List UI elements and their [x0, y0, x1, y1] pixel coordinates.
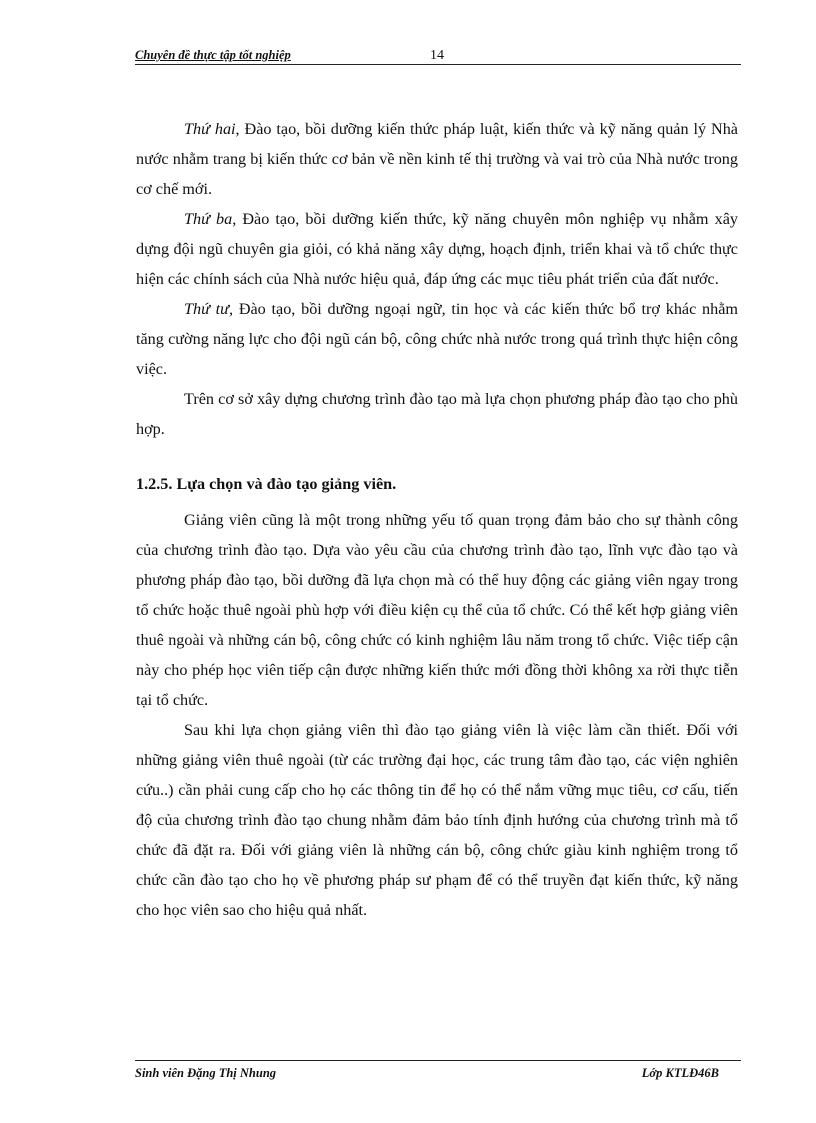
paragraph-text: Trên cơ sở xây dựng chương trình đào tạo mà lựa chọn phương pháp đào tạo cho phù hợp. [136, 390, 738, 438]
footer-class: Lớp KTLĐ46B [641, 1066, 719, 1080]
document-body [136, 114, 738, 925]
paragraph-lead: Thứ tư, [184, 300, 234, 318]
page-footer [135, 1060, 741, 1081]
paragraph-lead: Thứ ba [184, 210, 233, 228]
paragraph-text: , Đào tạo, bồi dưỡng kiến thức pháp luật, kiến thức và kỹ năng quản lý Nhà nước nhằm trang bị kiến thức cơ bản về nền kinh tế thị trường và vai trò của Nhà nước trong cơ chế mới. [136, 120, 738, 198]
paragraph-thu-tu [136, 294, 738, 384]
section-heading: 1.2.5. Lựa chọn và đào tạo giảng viên. [136, 475, 397, 493]
paragraph-text: , Đào tạo, bồi dưỡng kiến thức, kỹ năng chuyên môn nghiệp vụ nhằm xây dựng đội ngũ chuyên gia giỏi, có khả năng xây dựng, hoạch định, triển khai và tổ chức thực hiện các chính sách của Nhà nước hiệu quả, đáp ứng các mục tiêu phát triển của đất nước. [136, 210, 738, 288]
paragraph-thu-ba [136, 204, 738, 294]
paragraph-thu-hai [136, 114, 738, 204]
page-number: 14 [430, 48, 444, 63]
section-paragraph: Giảng viên cũng là một trong những yếu tố quan trọng đảm bảo cho sự thành công của chương trình đào tạo. Dựa vào yêu cầu của chương trình đào tạo, lĩnh vực đào tạo và phương pháp đào tạo, bồi dưỡng đã lựa chọn mà có thể huy động các giảng viên ngay trong tổ chức hoặc thuê ngoài phù hợp với điều kiện cụ thể của tổ chức. Có thể kết hợp giảng viên thuê ngoài và những cán bộ, công chức có kinh nghiệm lâu năm trong tổ chức. Việc tiếp cận này cho phép học viên tiếp cận được những kiến thức mới đồng thời không xa rời thực tiễn tại tổ chức. [136, 511, 738, 709]
paragraph-lead: Thứ hai [184, 120, 236, 138]
paragraph-text: Đào tạo, bồi dưỡng ngoại ngữ, tin học và các kiến thức bổ trợ khác nhằm tăng cường năng lực cho đội ngũ cán bộ, công chức nhà nước trong quá trình thực hiện công việc. [136, 300, 738, 378]
footer-student-name: Sinh viên Đặng Thị Nhung [135, 1066, 277, 1080]
section-paragraph: Sau khi lựa chọn giảng viên thì đào tạo giảng viên là việc làm cần thiết. Đối với những giảng viên thuê ngoài (từ các trường đại học, các trung tâm đào tạo, các viện nghiên cứu..) cần phải cung cấp cho họ các thông tin để họ có thể nắm vững mục tiêu, cơ cấu, tiến độ của chương trình đào tạo chung nhằm đảm bảo tính định hướng của chương trình mà tổ chức đã đặt ra. Đối với giảng viên là những cán bộ, công chức giàu kinh nghiệm trong tổ chức cần đào tạo cho họ về phương pháp sư phạm để có thể truyền đạt kiến thức, kỹ năng cho học viên sao cho hiệu quả nhất. [136, 721, 738, 919]
page-header [135, 46, 741, 65]
header-title: Chuyên đề thực tập tốt nghiệp [135, 48, 291, 62]
paragraph-conclusion [136, 384, 738, 444]
